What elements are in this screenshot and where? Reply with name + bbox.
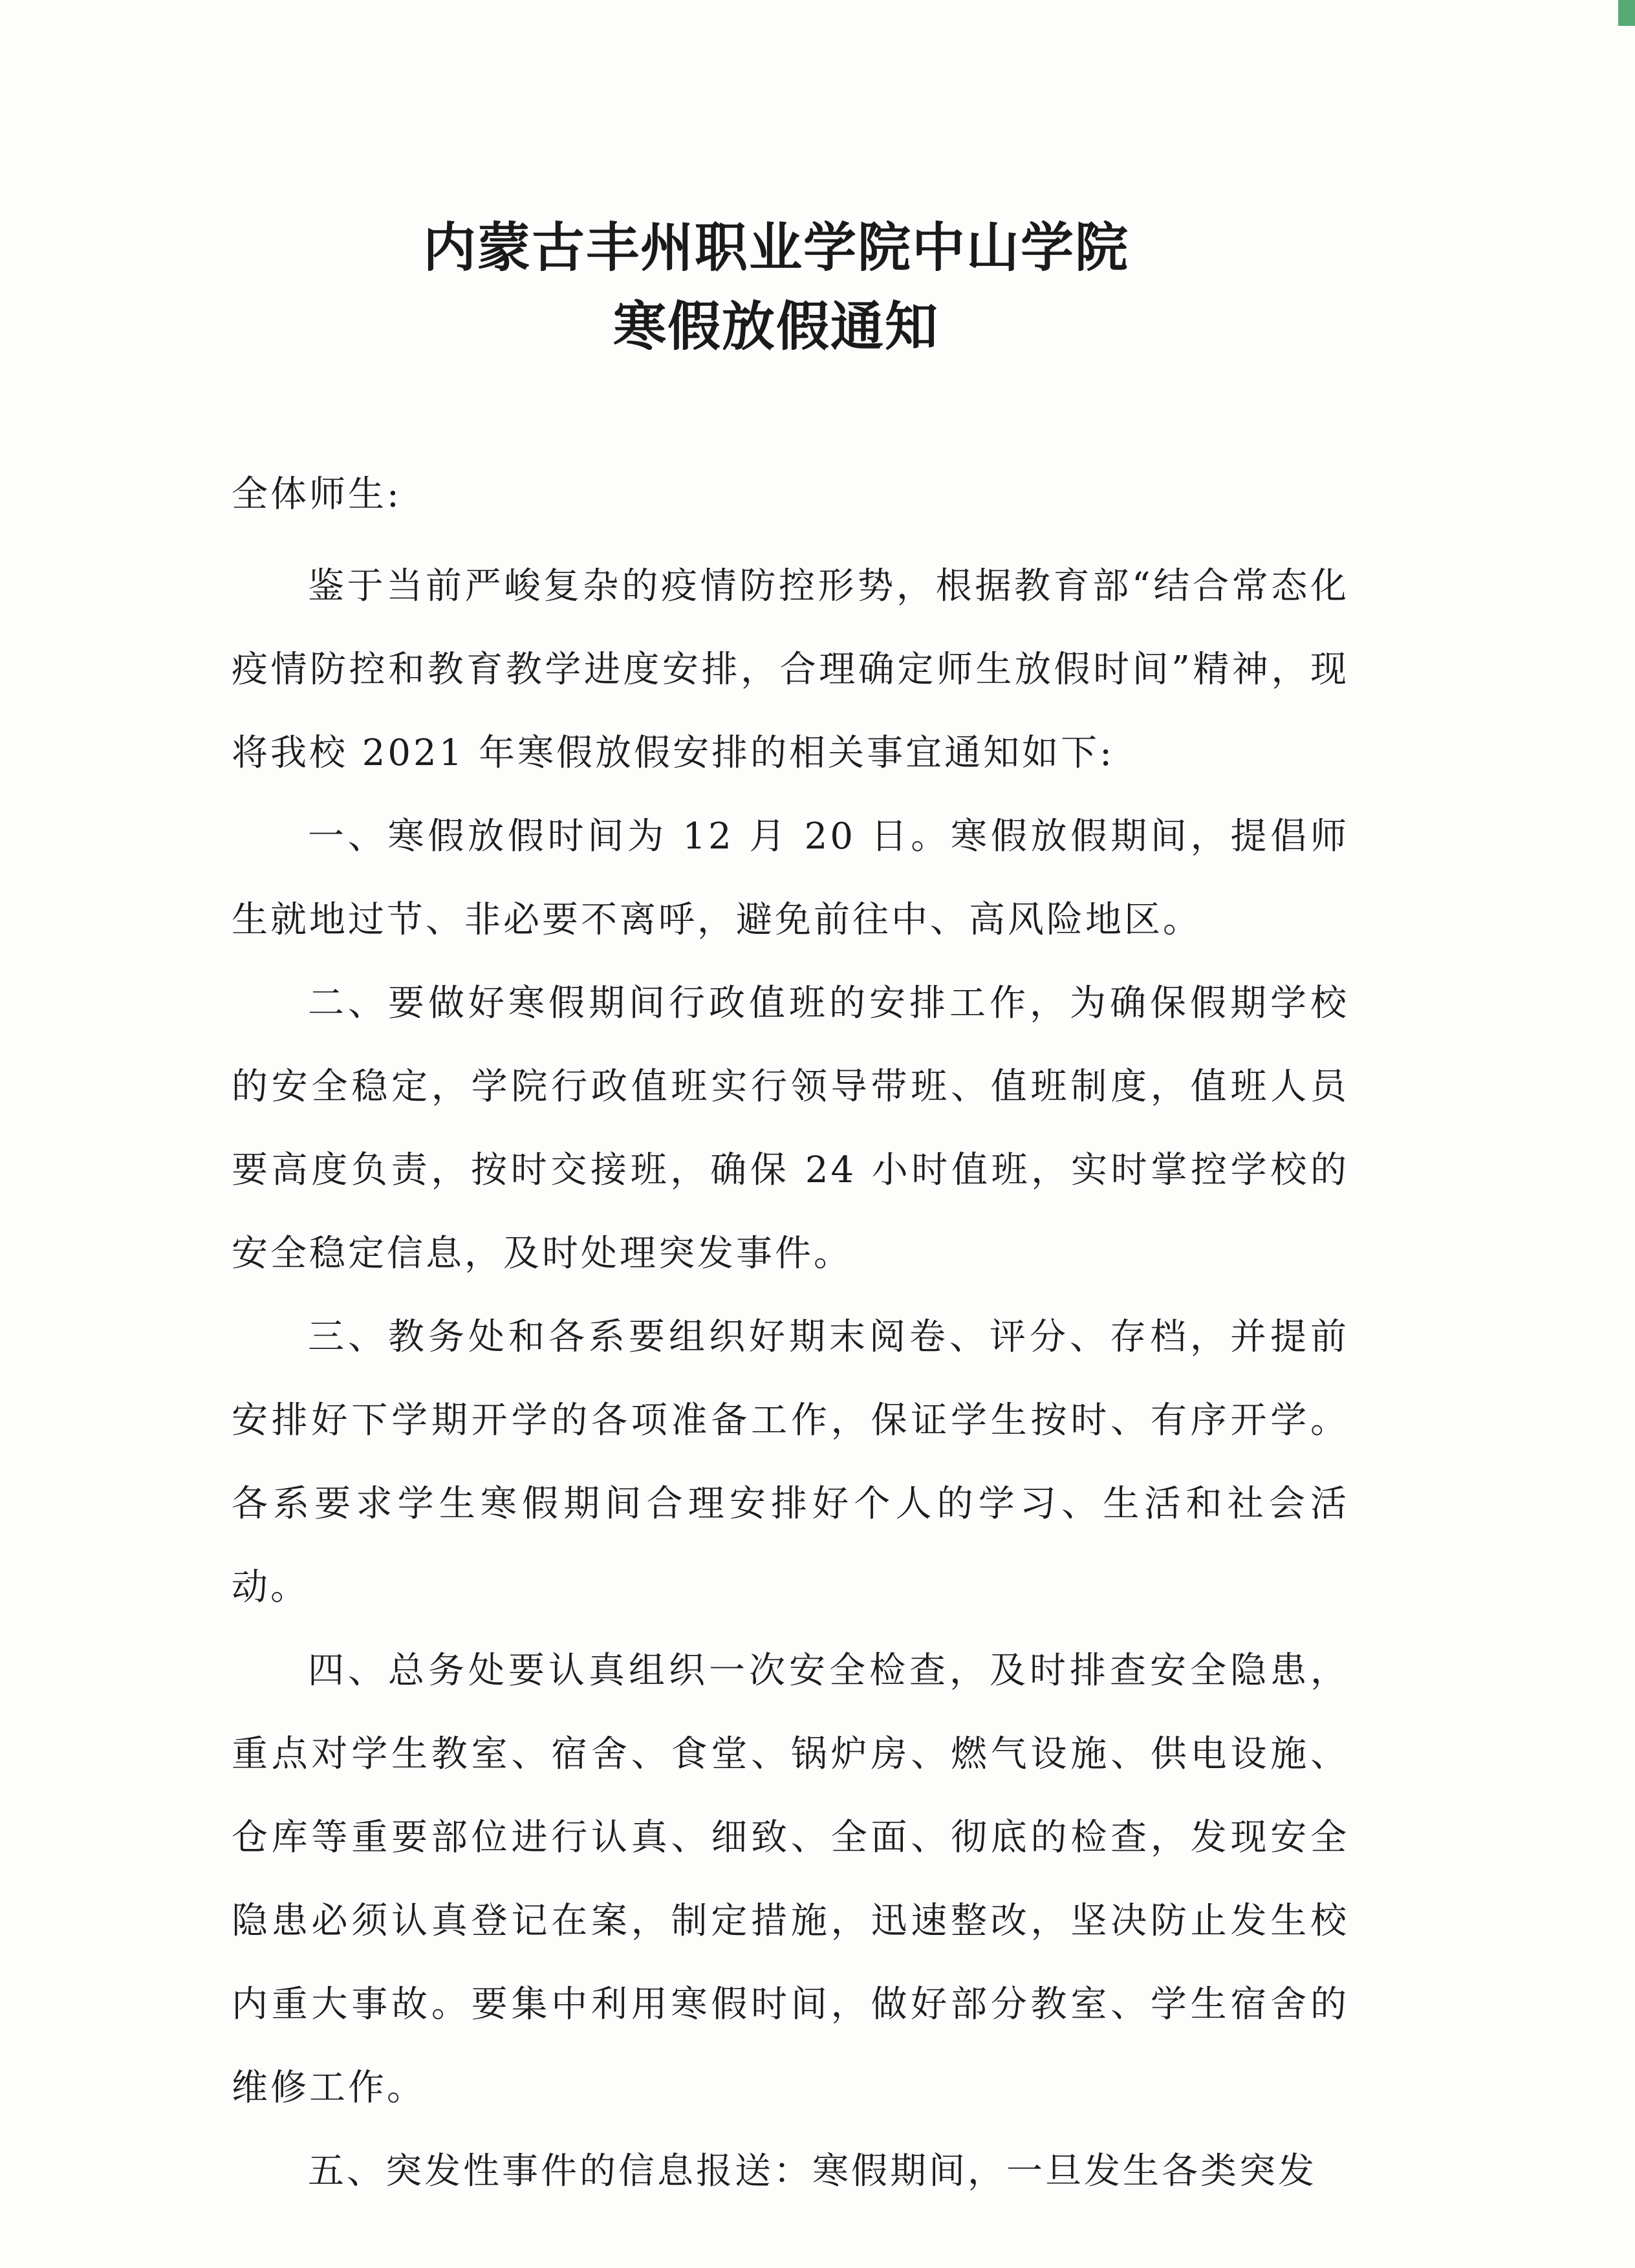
salutation: 全体师生: xyxy=(232,473,402,515)
paragraph-item-2: 二、要做好寒假期间行政值班的安排工作，为确保假期学校的安全稳定，学院行政值班实行领导带班、值班制度，值班人员要高度负责，按时交接班，确保 24 小时值班，实时掌控学校的安全稳定信息，及时处理突发事件。 xyxy=(232,982,1349,1275)
page-edge-mark xyxy=(1618,0,1635,26)
notice-body xyxy=(232,545,1349,2213)
paragraph-item-5: 五、突发性事件的信息报送：寒假期间，一旦发生各类突发 xyxy=(308,2150,1317,2192)
paragraph-intro: 鉴于当前严峻复杂的疫情防控形势，根据教育部“结合常态化疫情防控和教育教学进度安排，合理确定师生放假时间”精神，现将我校 2021 年寒假放假安排的相关事宜通知如下: xyxy=(232,565,1349,774)
document-title-line1: 内蒙古丰州职业学院中山学院 xyxy=(422,217,1129,279)
document-title-line2: 寒假放假通知 xyxy=(612,296,939,358)
paragraph-item-4: 四、总务处要认真组织一次安全检查，及时排查安全隐患，重点对学生教室、宿舍、食堂、锅炉房、燃气设施、供电设施、仓库等重要部位进行认真、细致、全面、彻底的检查，发现安全隐患必须认真登记在案，制定措施，迅速整改，坚决防止发生校内重大事故。要集中利用寒假时间，做好部分教室、学生宿舍的维修工作。 xyxy=(232,1650,1349,2109)
paragraph-item-1: 一、寒假放假时间为 12 月 20 日。寒假放假期间，提倡师生就地过节、非必要不离呼，避免前往中、高风险地区。 xyxy=(232,815,1349,941)
paragraph-item-3: 三、教务处和各系要组织好期末阅卷、评分、存档，并提前安排好下学期开学的各项准备工作，保证学生按时、有序开学。各系要求学生寒假期间合理安排好个人的学习、生活和社会活动。 xyxy=(232,1316,1349,1608)
